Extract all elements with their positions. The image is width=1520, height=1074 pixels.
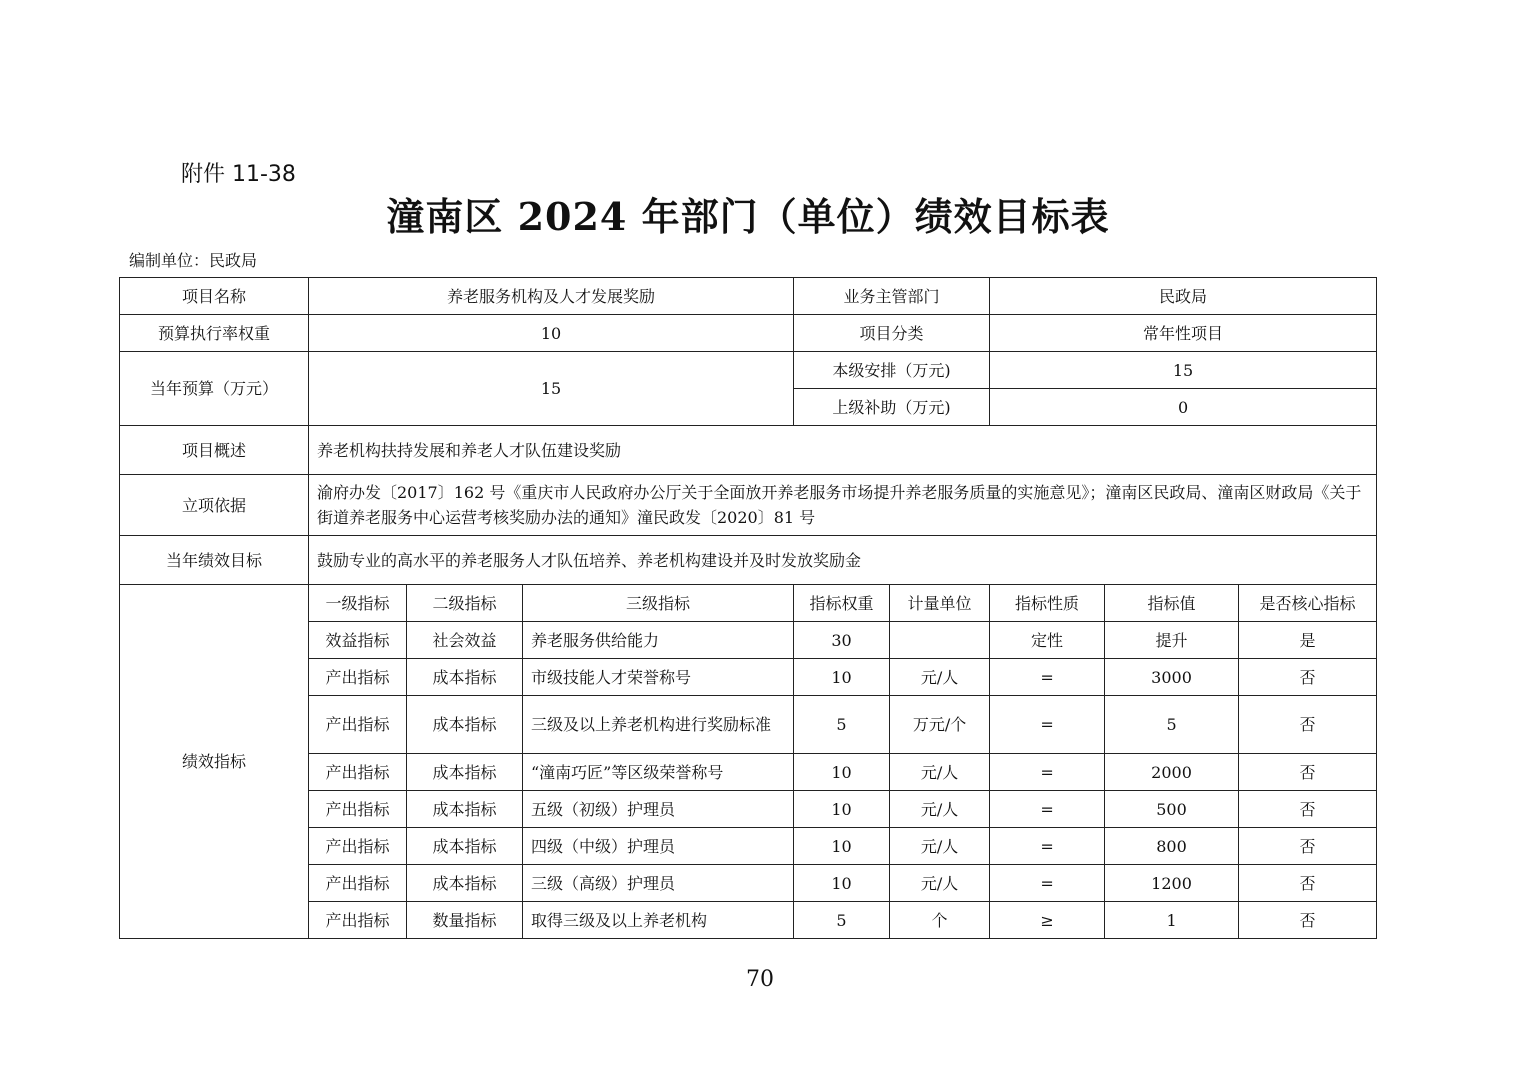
level1-cell: 效益指标 (309, 622, 407, 659)
level2-header: 二级指标 (407, 585, 523, 622)
weight-cell: 10 (794, 828, 890, 865)
level2-cell: 成本指标 (407, 865, 523, 902)
nature-cell: ≥ (990, 902, 1105, 939)
value-cell: 800 (1105, 828, 1239, 865)
weight-cell: 10 (794, 659, 890, 696)
level1-cell: 产出指标 (309, 902, 407, 939)
core-cell: 否 (1239, 754, 1377, 791)
core-cell: 否 (1239, 791, 1377, 828)
core-cell: 否 (1239, 865, 1377, 902)
indicator-row (120, 828, 1377, 865)
weight-cell: 30 (794, 622, 890, 659)
upper-subsidy-value: 0 (990, 389, 1377, 426)
indicator-row (120, 902, 1377, 939)
unit-cell: 元/人 (890, 828, 990, 865)
nature-cell: = (990, 659, 1105, 696)
nature-cell: = (990, 696, 1105, 754)
basis-label: 立项依据 (120, 475, 309, 536)
local-funding-value: 15 (990, 352, 1377, 389)
level1-cell: 产出指标 (309, 696, 407, 754)
weight-header: 指标权重 (794, 585, 890, 622)
unit-cell: 元/人 (890, 659, 990, 696)
category-value: 常年性项目 (990, 315, 1377, 352)
indicator-row (120, 659, 1377, 696)
compiling-unit: 编制单位：民政局 (129, 251, 258, 270)
indicator-row (120, 754, 1377, 791)
budget-label: 当年预算（万元） (120, 352, 309, 426)
value-cell: 500 (1105, 791, 1239, 828)
unit-cell: 元/人 (890, 791, 990, 828)
weight-cell: 5 (794, 902, 890, 939)
table-row (120, 475, 1377, 536)
level2-cell: 成本指标 (407, 754, 523, 791)
level2-cell: 数量指标 (407, 902, 523, 939)
nature-cell: = (990, 754, 1105, 791)
dept-value: 民政局 (990, 278, 1377, 315)
performance-target-table (119, 277, 1377, 939)
project-name-value: 养老服务机构及人才发展奖励 (309, 278, 794, 315)
core-cell: 是 (1239, 622, 1377, 659)
unit-cell (890, 622, 990, 659)
weight-cell: 10 (794, 754, 890, 791)
overview-value: 养老机构扶持发展和养老人才队伍建设奖励 (309, 426, 1377, 475)
nature-cell: = (990, 791, 1105, 828)
category-label: 项目分类 (794, 315, 990, 352)
indicator-row (120, 622, 1377, 659)
weight-cell: 10 (794, 865, 890, 902)
unit-cell: 个 (890, 902, 990, 939)
nature-cell: = (990, 828, 1105, 865)
indicator-row (120, 865, 1377, 902)
unit-cell: 元/人 (890, 754, 990, 791)
level3-cell: 五级（初级）护理员 (523, 791, 794, 828)
budget-value: 15 (309, 352, 794, 426)
value-header: 指标值 (1105, 585, 1239, 622)
level1-cell: 产出指标 (309, 828, 407, 865)
level2-cell: 成本指标 (407, 659, 523, 696)
core-cell: 否 (1239, 696, 1377, 754)
core-cell: 否 (1239, 828, 1377, 865)
table-row (120, 315, 1377, 352)
value-cell: 5 (1105, 696, 1239, 754)
goal-value: 鼓励专业的高水平的养老服务人才队伍培养、养老机构建设并及时发放奖励金 (309, 536, 1377, 585)
core-header: 是否核心指标 (1239, 585, 1377, 622)
indicator-row (120, 791, 1377, 828)
level1-cell: 产出指标 (309, 865, 407, 902)
goal-label: 当年绩效目标 (120, 536, 309, 585)
indicators-label: 绩效指标 (120, 585, 309, 939)
unit-header: 计量单位 (890, 585, 990, 622)
overview-label: 项目概述 (120, 426, 309, 475)
unit-cell: 元/人 (890, 865, 990, 902)
value-cell: 2000 (1105, 754, 1239, 791)
upper-subsidy-label: 上级补助（万元) (794, 389, 990, 426)
basis-value: 渝府办发〔2017〕162 号《重庆市人民政府办公厅关于全面放开养老服务市场提升养老服务质量的实施意见》；潼南区民政局、潼南区财政局《关于街道养老服务中心运营考核奖励办法的通知》潼民政发〔2020〕81 号 (309, 475, 1377, 536)
table-row (120, 536, 1377, 585)
level3-header: 三级指标 (523, 585, 794, 622)
level2-cell: 成本指标 (407, 696, 523, 754)
weight-cell: 10 (794, 791, 890, 828)
nature-header: 指标性质 (990, 585, 1105, 622)
level2-cell: 社会效益 (407, 622, 523, 659)
indicator-row (120, 696, 1377, 754)
dept-label: 业务主管部门 (794, 278, 990, 315)
core-cell: 否 (1239, 902, 1377, 939)
nature-cell: = (990, 865, 1105, 902)
level3-cell: 三级（高级）护理员 (523, 865, 794, 902)
page-title: 潼南区 2024 年部门（单位）绩效目标表 (386, 194, 1110, 239)
attachment-label: 附件 11-38 (181, 162, 296, 187)
weight-label: 预算执行率权重 (120, 315, 309, 352)
level1-cell: 产出指标 (309, 791, 407, 828)
table-row (120, 278, 1377, 315)
level2-cell: 成本指标 (407, 828, 523, 865)
table-row (120, 352, 1377, 389)
weight-cell: 5 (794, 696, 890, 754)
level2-cell: 成本指标 (407, 791, 523, 828)
level3-cell: 养老服务供给能力 (523, 622, 794, 659)
level3-cell: 四级（中级）护理员 (523, 828, 794, 865)
nature-cell: 定性 (990, 622, 1105, 659)
value-cell: 1200 (1105, 865, 1239, 902)
level1-header: 一级指标 (309, 585, 407, 622)
page-number: 70 (746, 967, 774, 992)
table-row (120, 426, 1377, 475)
project-name-label: 项目名称 (120, 278, 309, 315)
local-funding-label: 本级安排（万元) (794, 352, 990, 389)
level3-cell: 取得三级及以上养老机构 (523, 902, 794, 939)
level3-cell: “潼南巧匠”等区级荣誉称号 (523, 754, 794, 791)
level3-cell: 市级技能人才荣誉称号 (523, 659, 794, 696)
value-cell: 提升 (1105, 622, 1239, 659)
level1-cell: 产出指标 (309, 754, 407, 791)
level1-cell: 产出指标 (309, 659, 407, 696)
value-cell: 1 (1105, 902, 1239, 939)
level3-cell: 三级及以上养老机构进行奖励标准 (523, 696, 794, 754)
indicator-header-row (120, 585, 1377, 622)
core-cell: 否 (1239, 659, 1377, 696)
weight-value: 10 (309, 315, 794, 352)
unit-cell: 万元/个 (890, 696, 990, 754)
value-cell: 3000 (1105, 659, 1239, 696)
